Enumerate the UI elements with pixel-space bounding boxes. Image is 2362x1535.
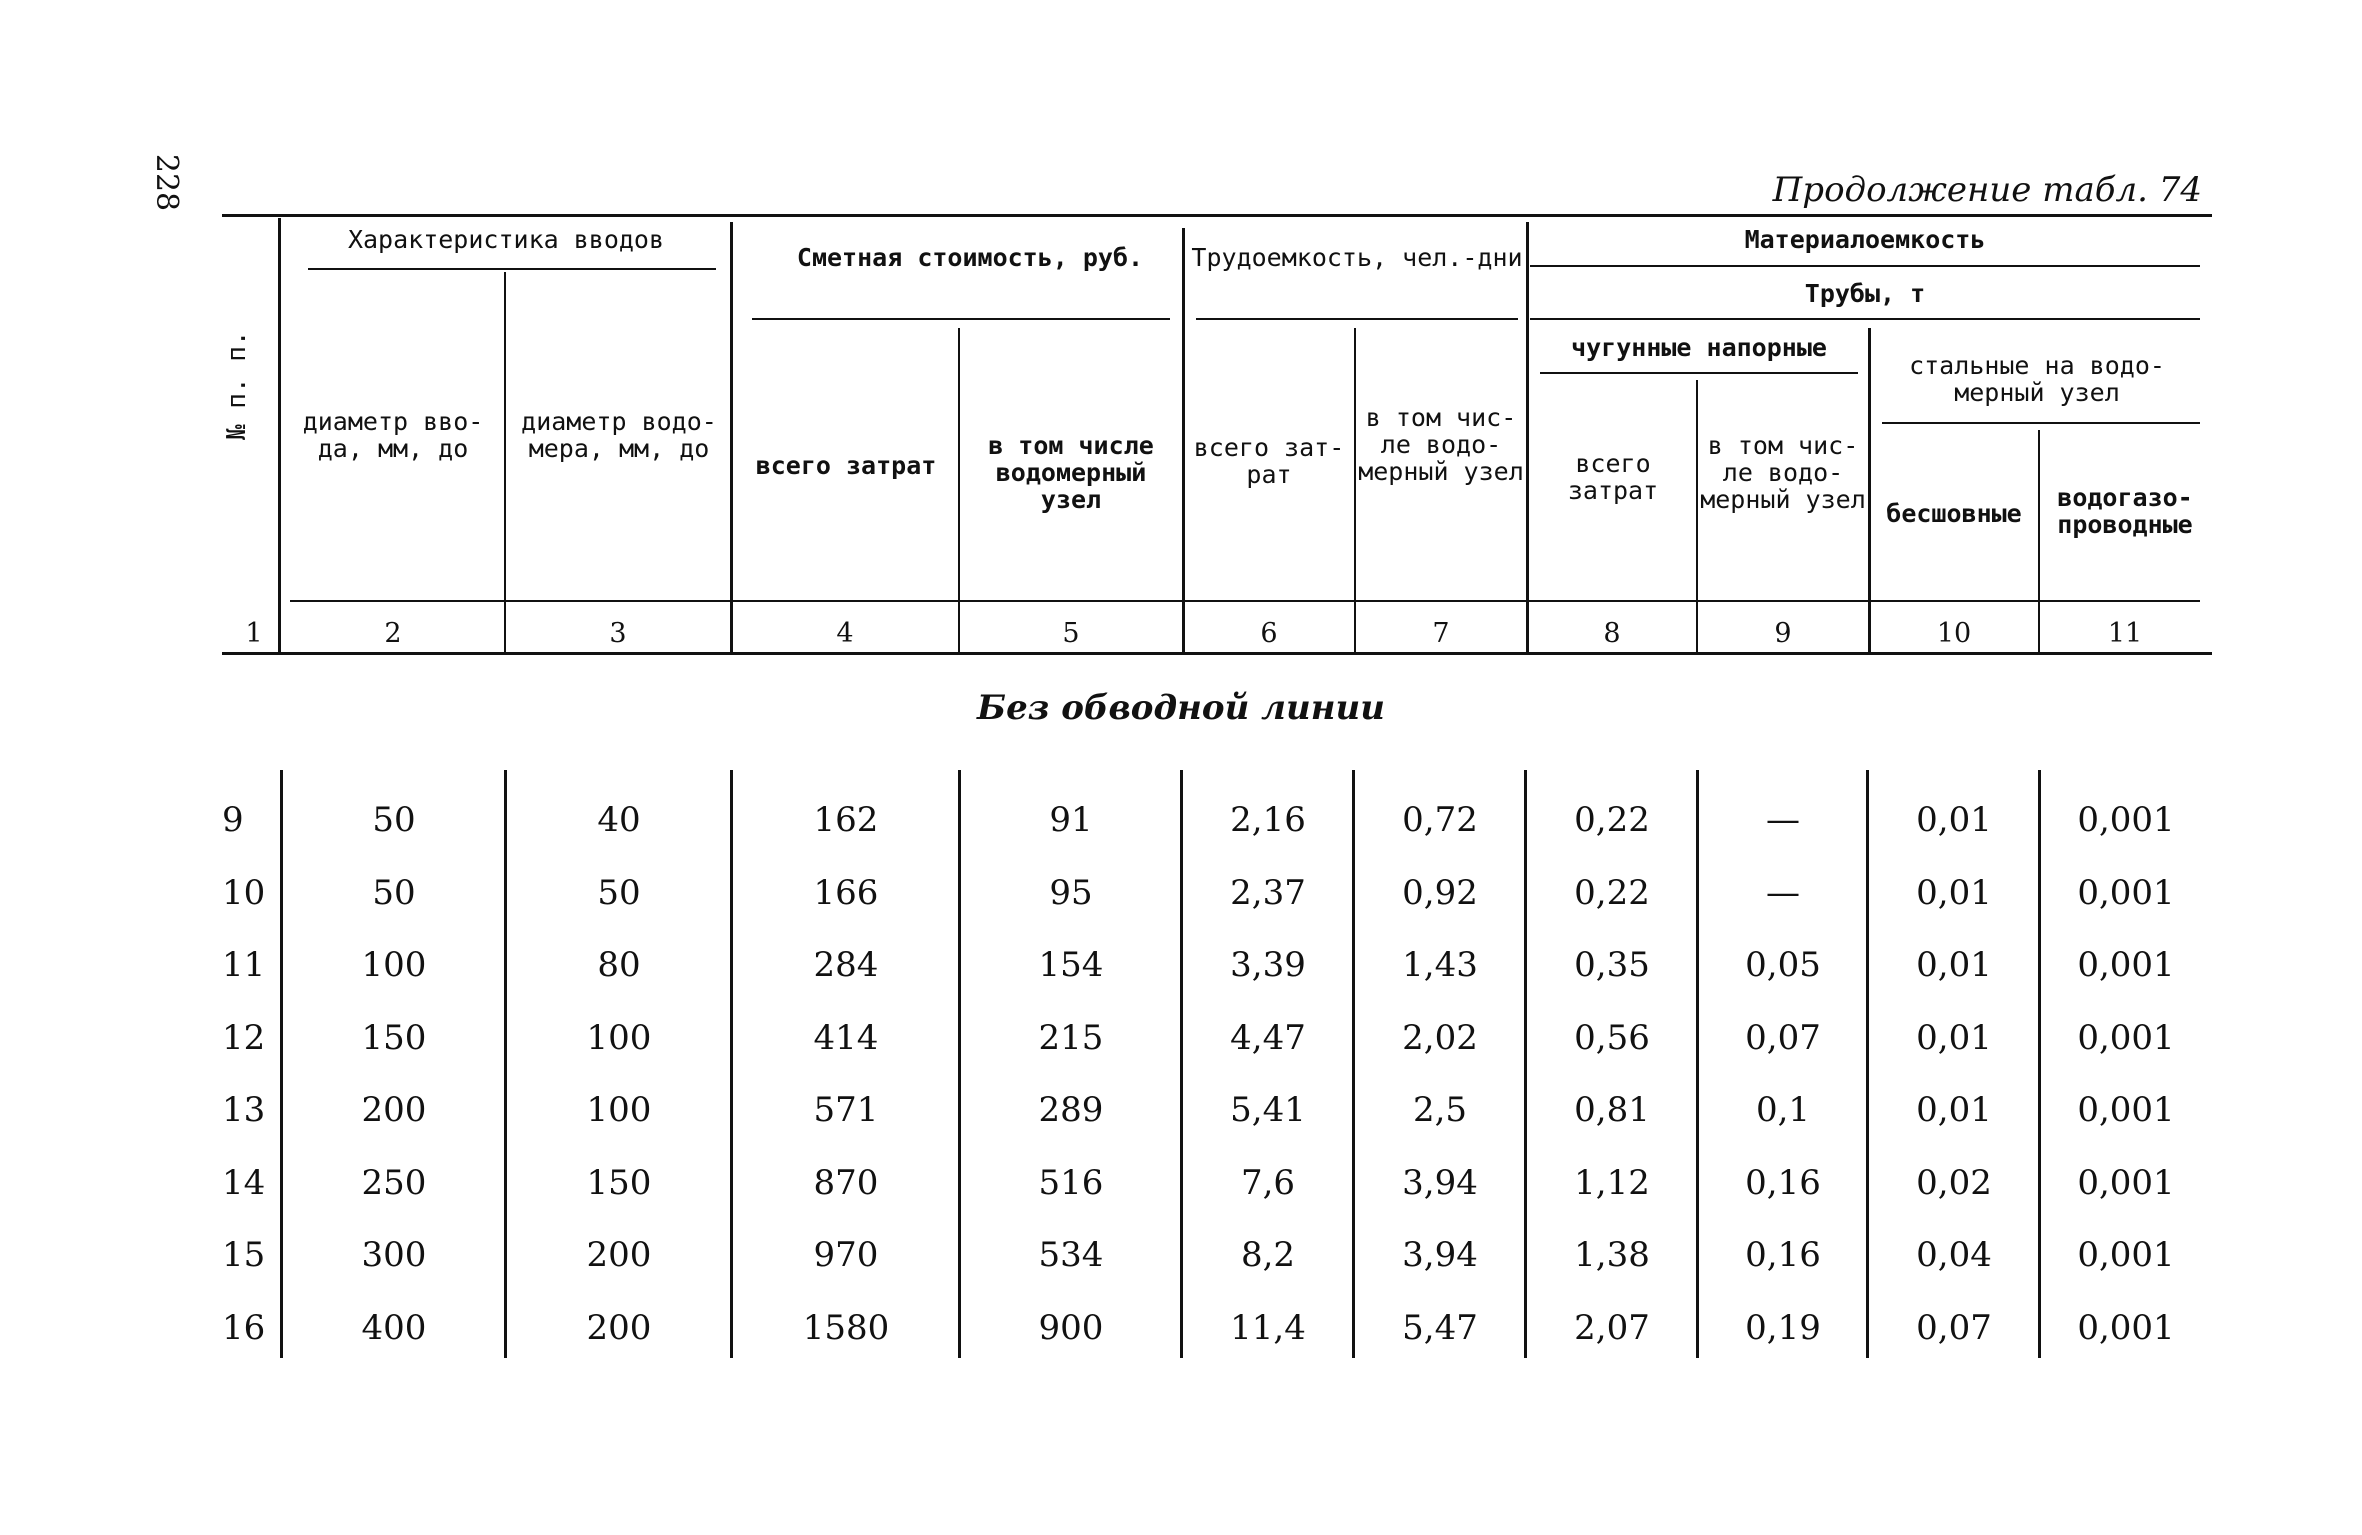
hline-pipes	[1530, 318, 2200, 320]
labor-meter-cell: 5,47	[1402, 1307, 1478, 1348]
row-number-cell: 12	[222, 1017, 266, 1058]
header-col8: всего затрат	[1567, 449, 1659, 505]
input-diameter-cell: 200	[361, 1090, 427, 1130]
steel-gas-water-cell: 0,001	[2077, 1017, 2175, 1058]
hline-cost	[752, 318, 1170, 320]
input-diameter-cell: 100	[361, 945, 427, 985]
cast-meter-cell: 0,07	[1745, 1017, 1821, 1058]
table-row	[0, 1235, 2362, 1295]
table-top-rule	[222, 214, 2212, 217]
column-number: 4	[836, 618, 854, 649]
vline-9	[1868, 328, 1871, 653]
total-cost-cell: 162	[813, 800, 879, 840]
labor-total-cell: 5,41	[1230, 1090, 1306, 1130]
section-title: Без обводной линии	[977, 688, 1385, 728]
steel-seamless-cell: 0,02	[1916, 1162, 1992, 1203]
labor-total-cell: 8,2	[1240, 1235, 1296, 1275]
cast-total-cell: 0,56	[1574, 1017, 1650, 1058]
cast-meter-cell: —	[1766, 872, 1800, 913]
header-col6: всего зат-рат	[1193, 433, 1345, 489]
labor-meter-cell: 2,02	[1402, 1017, 1478, 1058]
input-diameter-cell: 50	[372, 800, 416, 840]
total-cost-cell: 166	[813, 872, 879, 913]
header-group-cost: Сметная стоимость, руб.	[796, 243, 1144, 272]
steel-gas-water-cell: 0,001	[2077, 872, 2175, 913]
column-number: 5	[1062, 618, 1080, 649]
cast-meter-cell: 0,16	[1745, 1162, 1821, 1203]
labor-meter-cell: 2,5	[1412, 1090, 1468, 1130]
input-diameter-cell: 300	[361, 1235, 427, 1275]
steel-seamless-cell: 0,01	[1916, 800, 1992, 840]
header-subgroup-pipes: Трубы, т	[1804, 279, 1926, 308]
cast-meter-cell: —	[1766, 800, 1800, 840]
hline-mat	[1530, 265, 2200, 267]
header-col2: диаметр вво-да, мм, до	[302, 407, 484, 463]
header-group-material: Материалоемкость	[1744, 225, 1986, 254]
total-cost-cell: 870	[813, 1162, 879, 1203]
vline-8	[1696, 380, 1698, 653]
steel-gas-water-cell: 0,001	[2077, 1307, 2175, 1348]
steel-seamless-cell: 0,01	[1916, 872, 1992, 913]
table-row	[0, 873, 2362, 933]
steel-gas-water-cell: 0,001	[2077, 800, 2175, 840]
labor-meter-cell: 0,92	[1402, 872, 1478, 913]
row-number-cell: 15	[222, 1235, 266, 1275]
hline-labor	[1196, 318, 1518, 320]
column-number: 8	[1603, 618, 1621, 649]
total-cost-cell: 571	[813, 1090, 879, 1130]
column-number: 10	[1936, 618, 1972, 649]
table-row	[0, 1163, 2362, 1223]
labor-total-cell: 3,39	[1230, 945, 1306, 985]
cast-meter-cell: 0,19	[1745, 1307, 1821, 1348]
meter-diameter-cell: 200	[586, 1235, 652, 1275]
steel-gas-water-cell: 0,001	[2077, 1235, 2175, 1275]
meter-diameter-cell: 50	[597, 872, 641, 913]
vline-4	[958, 328, 960, 653]
table-row	[0, 800, 2362, 860]
column-number: 6	[1260, 618, 1278, 649]
header-col9: в том чис-ле водо-мерный узел	[1700, 431, 1866, 514]
meter-diameter-cell: 100	[586, 1090, 652, 1130]
meter-unit-cost-cell: 900	[1038, 1307, 1104, 1348]
cast-total-cell: 1,12	[1574, 1162, 1650, 1203]
meter-unit-cost-cell: 516	[1038, 1162, 1104, 1203]
meter-diameter-cell: 200	[586, 1307, 652, 1348]
cast-total-cell: 0,22	[1574, 872, 1650, 913]
header-col11: водогазо-проводные	[2057, 483, 2193, 539]
steel-seamless-cell: 0,01	[1916, 1090, 1992, 1130]
vline-3	[730, 222, 733, 653]
steel-gas-water-cell: 0,001	[2077, 1162, 2175, 1203]
meter-unit-cost-cell: 95	[1049, 872, 1093, 913]
row-number-cell: 11	[222, 945, 266, 985]
header-subgroup-cast: чугунные напорные	[1571, 333, 1827, 362]
labor-total-cell: 4,47	[1230, 1017, 1306, 1058]
vline-1	[278, 218, 281, 653]
table-header-bottom-rule	[222, 652, 2212, 655]
vline-6	[1354, 328, 1356, 653]
labor-meter-cell: 1,43	[1402, 945, 1478, 985]
table-row	[0, 1308, 2362, 1368]
header-npp: № п. п.	[222, 330, 252, 440]
meter-unit-cost-cell: 154	[1038, 945, 1104, 985]
steel-seamless-cell: 0,01	[1916, 945, 1992, 985]
column-number: 11	[2107, 618, 2143, 649]
cast-meter-cell: 0,1	[1755, 1090, 1811, 1130]
column-number: 7	[1432, 618, 1450, 649]
labor-meter-cell: 3,94	[1402, 1162, 1478, 1203]
total-cost-cell: 970	[813, 1235, 879, 1275]
total-cost-cell: 284	[813, 945, 879, 985]
header-subgroup-steel: стальные на водо-мерный узел	[1909, 351, 2165, 407]
meter-diameter-cell: 150	[586, 1162, 652, 1203]
column-number: 2	[384, 618, 402, 649]
cast-total-cell: 0,22	[1574, 800, 1650, 840]
table-row	[0, 945, 2362, 1005]
labor-total-cell: 11,4	[1230, 1307, 1306, 1348]
input-diameter-cell: 250	[361, 1162, 427, 1203]
meter-diameter-cell: 100	[586, 1017, 652, 1058]
hline-cast	[1540, 372, 1858, 374]
meter-diameter-cell: 40	[597, 800, 641, 840]
labor-total-cell: 2,16	[1230, 800, 1306, 840]
table-row	[0, 1018, 2362, 1078]
header-col5: в том числе водомерный узел	[988, 431, 1154, 514]
steel-seamless-cell: 0,04	[1916, 1235, 1992, 1275]
row-number-cell: 9	[222, 800, 244, 840]
column-number: 9	[1774, 618, 1792, 649]
cast-total-cell: 0,35	[1574, 945, 1650, 985]
table-row	[0, 1090, 2362, 1150]
cast-meter-cell: 0,16	[1745, 1235, 1821, 1275]
header-group-labor: Трудоемкость, чел.-дни	[1191, 243, 1523, 272]
vline-2	[504, 272, 506, 653]
column-number: 1	[245, 618, 263, 649]
row-number-cell: 13	[222, 1090, 266, 1130]
vline-7	[1526, 222, 1529, 653]
row-number-cell: 16	[222, 1307, 266, 1348]
header-col7: в том чис-ле водо-мерный узел	[1358, 403, 1524, 486]
cast-meter-cell: 0,05	[1745, 945, 1821, 985]
meter-unit-cost-cell: 91	[1049, 800, 1093, 840]
labor-meter-cell: 3,94	[1402, 1235, 1478, 1275]
header-group-characteristics: Характеристика вводов	[347, 225, 665, 254]
labor-total-cell: 7,6	[1240, 1162, 1296, 1203]
steel-seamless-cell: 0,07	[1916, 1307, 1992, 1348]
cast-total-cell: 2,07	[1574, 1307, 1650, 1348]
labor-total-cell: 2,37	[1230, 872, 1306, 913]
meter-unit-cost-cell: 215	[1038, 1017, 1104, 1058]
hline-steel	[1882, 422, 2200, 424]
steel-seamless-cell: 0,01	[1916, 1017, 1992, 1058]
meter-unit-cost-cell: 534	[1038, 1235, 1104, 1275]
input-diameter-cell: 400	[361, 1307, 427, 1348]
continuation-title: Продолжение табл. 74	[1772, 170, 2202, 210]
column-number: 3	[609, 618, 627, 649]
steel-gas-water-cell: 0,001	[2077, 1090, 2175, 1130]
hline-headers-bottom	[290, 600, 2200, 602]
steel-gas-water-cell: 0,001	[2077, 945, 2175, 985]
cast-total-cell: 1,38	[1574, 1235, 1650, 1275]
input-diameter-cell: 50	[372, 872, 416, 913]
total-cost-cell: 1580	[802, 1307, 890, 1348]
header-col3: диаметр водо-мера, мм, до	[521, 407, 717, 463]
row-number-cell: 14	[222, 1162, 266, 1203]
hline-char	[308, 268, 716, 270]
page-number: 228	[149, 153, 185, 212]
labor-meter-cell: 0,72	[1402, 800, 1478, 840]
meter-diameter-cell: 80	[597, 945, 641, 985]
vline-5	[1182, 228, 1185, 653]
total-cost-cell: 414	[813, 1017, 879, 1058]
row-number-cell: 10	[222, 872, 266, 913]
input-diameter-cell: 150	[361, 1017, 427, 1058]
cast-total-cell: 0,81	[1574, 1090, 1650, 1130]
header-col10: бесшовные	[1886, 499, 2022, 528]
meter-unit-cost-cell: 289	[1038, 1090, 1104, 1130]
header-col4: всего затрат	[755, 451, 937, 480]
